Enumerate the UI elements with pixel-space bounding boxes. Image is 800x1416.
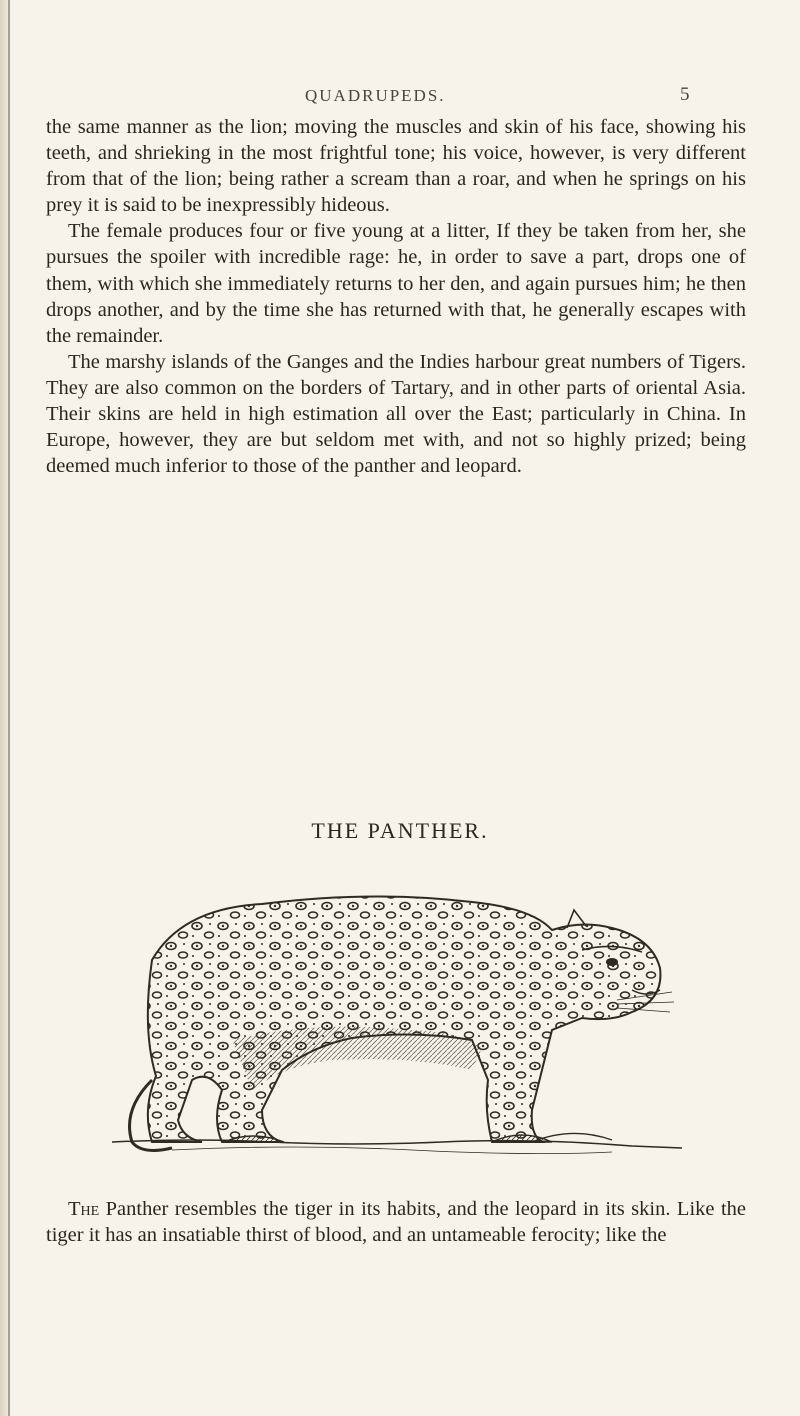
caption-text: Panther resembles the tiger in its habits, and the leopard in its skin. Like the tiger it has an insatiable thirst of blood, and an untameable ferocity; like the <box>46 1198 746 1247</box>
figure-caption <box>46 1196 746 1248</box>
caption-lead: The <box>68 1198 100 1220</box>
page-gutter-line <box>8 0 10 1416</box>
body-text <box>46 114 746 479</box>
caption-paragraph <box>46 1196 746 1248</box>
paragraph-tiger-habitat: The marshy islands of the Ganges and the Indies harbour great numbers of Tigers. They are also common on the borders of Tartary, and in other parts of oriental Asia. Their skins are held in high estimation all over the East; particularly in China. In Europe, however, they are but seldom met with, and not so highly prized; being deemed much inferior to those of the panther and leopard. <box>46 350 746 478</box>
section-title: THE PANTHER. <box>311 818 489 843</box>
panther-illustration <box>112 880 692 1170</box>
page-number: 5 <box>680 84 690 105</box>
paragraph-female-young: The female produces four or five young at a litter, If they be taken from her, she pursues the spoiler with incredible rage: he, in order to save a part, drops one of them, with which she immediately returns to her den, and again pursues him; he then drops another, and by the time she has returned with that, he generally escapes with the remainder. <box>46 220 746 347</box>
page-binding-shadow <box>0 0 12 1416</box>
running-head: QUADRUPEDS. <box>305 86 446 105</box>
paragraph-continued: the same manner as the lion; moving the muscles and skin of his face, showing his teeth, and shrieking in the most frightful tone; his voice, however, is very different from that of the lion; being rather a scream than a roar, and when he springs on his prey it is said to be inexpressibly hideous. <box>46 116 746 217</box>
panther-engraving <box>112 880 692 1170</box>
